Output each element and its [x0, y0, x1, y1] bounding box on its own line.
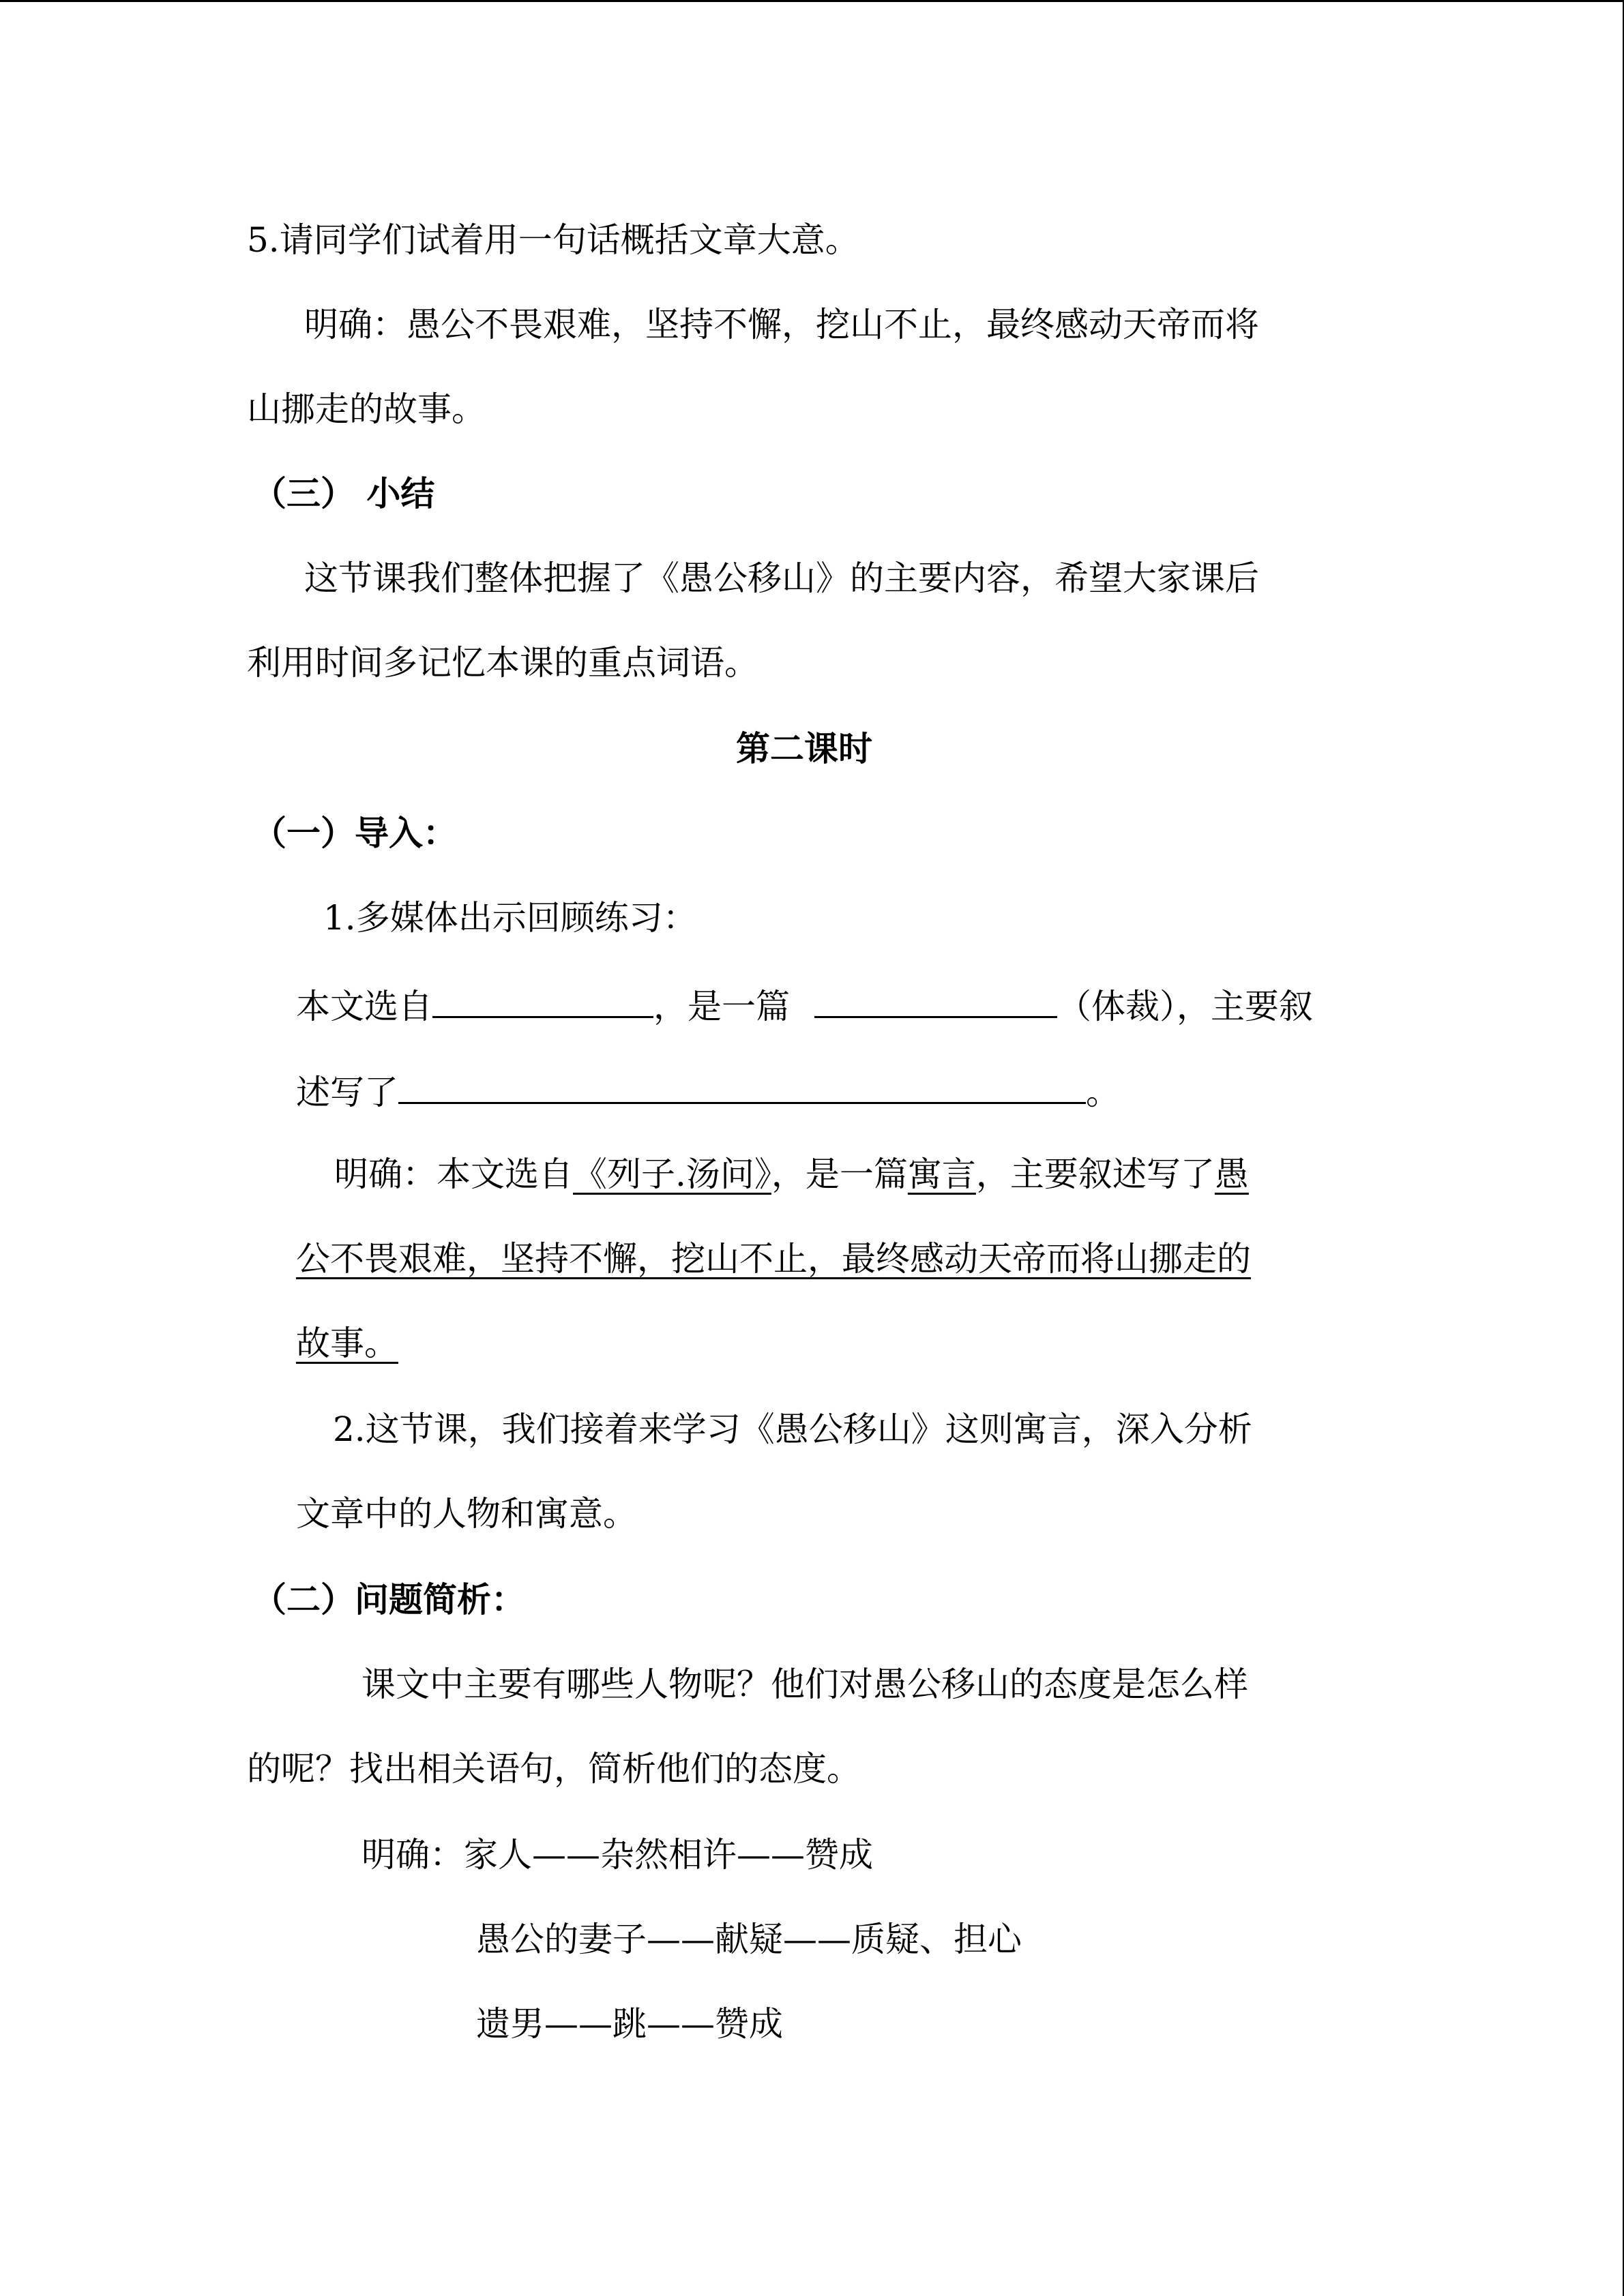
- answer-5-line2: 山挪走的故事。: [247, 389, 486, 429]
- intro-item-1: 1.多媒体出示回顾练习：: [323, 898, 697, 938]
- answer-1-line2: 公不畏艰难，坚持不懈，挖山不止，最终感动天帝而将山挪走的: [296, 1239, 1251, 1279]
- answer-wife: 愚公的妻子——献疑——质疑、担心: [476, 1920, 1022, 1959]
- fill-in-line1: [296, 982, 1313, 1028]
- answer-boy: 遗男——跳——赞成: [476, 2004, 783, 2044]
- question-line2: 的呢？找出相关语句，简析他们的态度。: [247, 1749, 861, 1789]
- blank-source: [432, 982, 653, 1018]
- blank-genre: [814, 982, 1057, 1018]
- answer-1-mid2: ，主要叙述写了: [975, 1154, 1215, 1194]
- answer-1-source: 《列子.汤问》: [573, 1154, 771, 1194]
- fill-text-part5: 。: [1086, 1073, 1120, 1112]
- lesson-2-title: 第二课时: [736, 728, 872, 769]
- intro-item-2-line2: 文章中的人物和寓意。: [296, 1494, 637, 1534]
- answer-family: 明确：家人——杂然相许——赞成: [361, 1835, 873, 1875]
- question-line1: 课文中主要有哪些人物呢？他们对愚公移山的态度是怎么样: [361, 1665, 1248, 1704]
- analysis-heading: （二）问题简析：: [252, 1579, 525, 1620]
- intro-item-2-line1: 2.这节课，我们接着来学习《愚公移山》这则寓言，深入分析: [333, 1410, 1252, 1449]
- fill-text-part3: （体裁），主要叙: [1057, 987, 1313, 1026]
- answer-1-mid: ，是一篇: [771, 1154, 908, 1194]
- summary-line2: 利用时间多记忆本课的重点词语。: [247, 643, 758, 683]
- fill-in-line2: [296, 1068, 1120, 1114]
- fill-text-part1: 本文选自: [296, 987, 432, 1026]
- section-summary-heading: （三） 小结: [252, 473, 435, 513]
- summary-line1: 这节课我们整体把握了《愚公移山》的主要内容，希望大家课后: [304, 558, 1259, 598]
- blank-content: [398, 1068, 1086, 1104]
- intro-heading: （一）导入：: [252, 813, 457, 853]
- answer-1-genre: 寓言: [907, 1154, 976, 1194]
- fill-text-part4: 述写了: [296, 1073, 398, 1112]
- answer-1-line1: [334, 1152, 1249, 1196]
- answer-5-line1: 明确：愚公不畏艰难，坚持不懈，挖山不止，最终感动天帝而将: [304, 305, 1259, 344]
- page-top-border: [0, 0, 1624, 2]
- answer-1-prefix: 明确：本文选自: [334, 1154, 573, 1194]
- answer-1-content-start: 愚: [1214, 1154, 1249, 1194]
- fill-text-part2: ，是一篇: [653, 987, 790, 1026]
- question-5: 5.请同学们试着用一句话概括文章大意。: [247, 220, 859, 260]
- answer-1-line3: 故事。: [296, 1324, 398, 1363]
